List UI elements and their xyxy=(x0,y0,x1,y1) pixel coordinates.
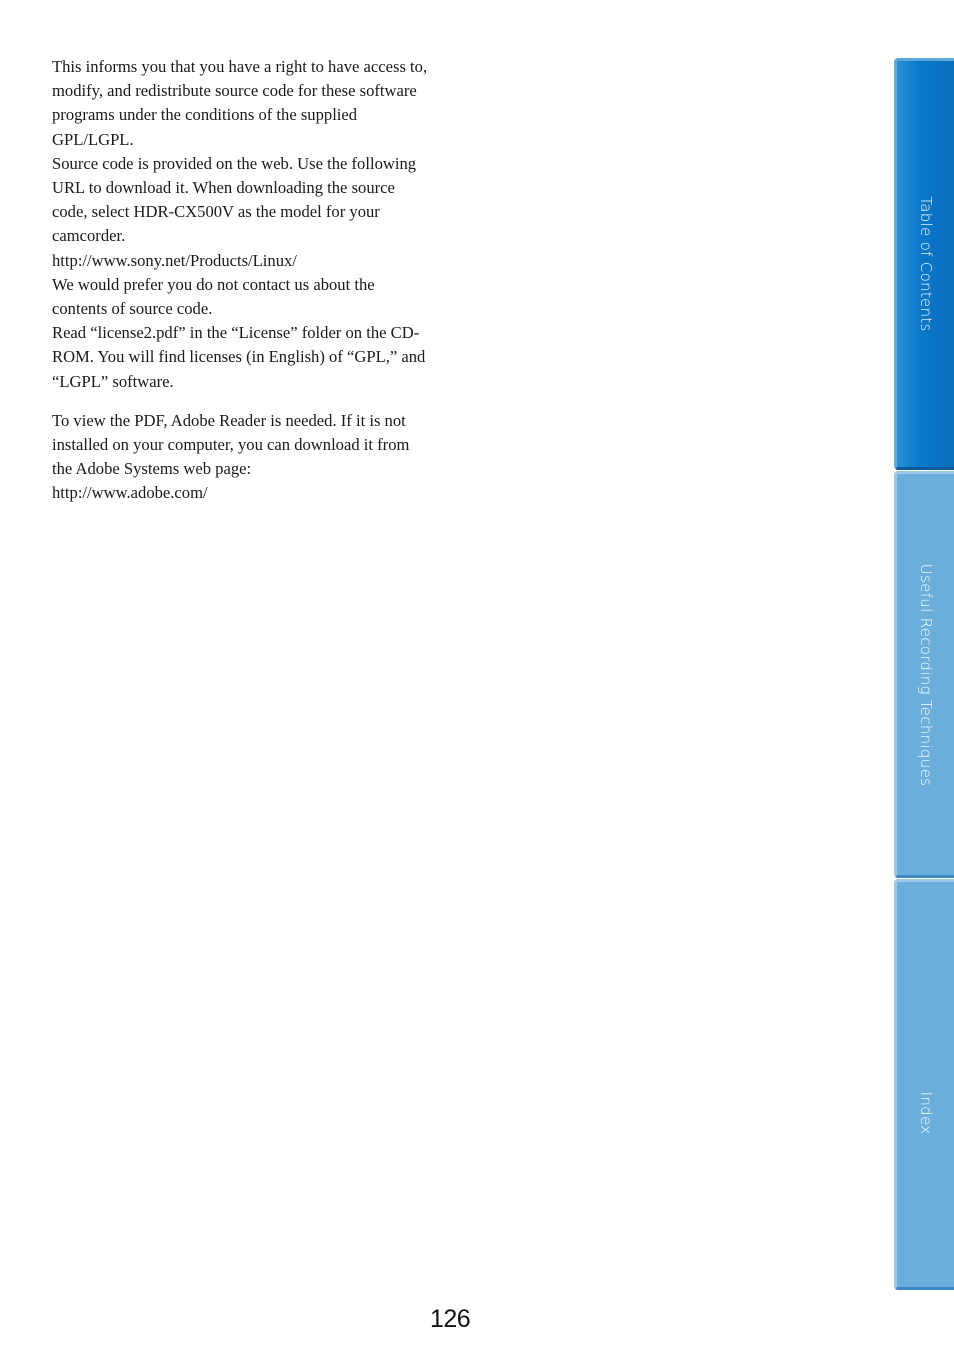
body-text xyxy=(52,55,432,506)
tab-label: Index xyxy=(916,1091,935,1135)
adobe-reader-text: To view the PDF, Adobe Reader is needed. If it is not installed on your computer, you can download it from the Adobe Systems web page: xyxy=(52,410,410,479)
page-number: 126 xyxy=(430,1305,471,1333)
contact-notice-text: We would prefer you do not contact us about the contents of source code. xyxy=(52,274,375,319)
sidebar-nav xyxy=(894,58,954,1290)
tab-label: Table of Contents xyxy=(916,196,935,332)
gpl-rights-text: This informs you that you have a right to have access to, modify, and redistribute source code for these software programs under the conditions of the supplied GPL/LGPL. xyxy=(52,57,428,149)
tab-index[interactable] xyxy=(894,879,954,1290)
adobe-url[interactable]: http://www.adobe.com/ xyxy=(52,483,208,503)
license-pdf-text: Read “license2.pdf” in the “License” folder on the CD-ROM. You will find licenses (in English) of “GPL,” and “LGPL” software. xyxy=(52,323,426,391)
tab-table-of-contents[interactable] xyxy=(894,58,954,470)
source-code-text: Source code is provided on the web. Use the following URL to download it. When downloading the source code, select HDR-CX500V as the model for your camcorder. xyxy=(52,153,417,246)
tab-label: Useful Recording Techniques xyxy=(916,563,935,786)
tab-useful-recording-techniques[interactable] xyxy=(894,471,954,878)
sony-linux-url[interactable]: http://www.sony.net/Products/Linux/ xyxy=(52,250,297,270)
